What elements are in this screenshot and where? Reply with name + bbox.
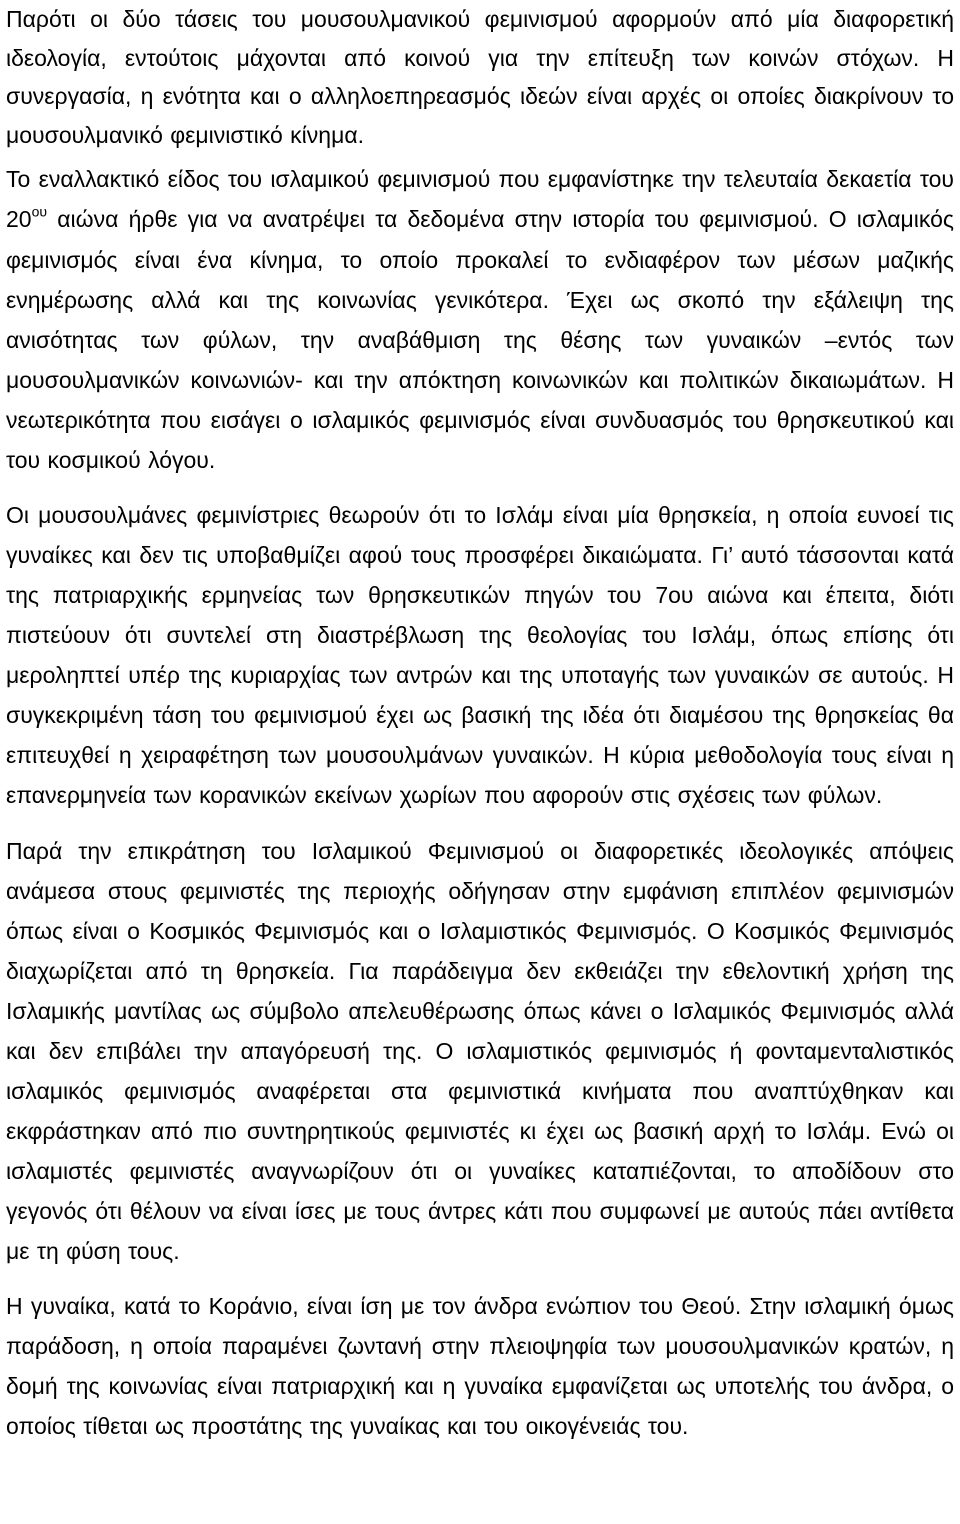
paragraph-3: Οι μουσουλμάνες φεμινίστριες θεωρούν ότι το Ισλάμ είναι μία θρησκεία, η οποία ευνοεί τις γυναίκες και δεν τις υποβαθμίζει αφού τους προσφέρει δικαιώματα. Γι’ αυτό τάσσονται κατά της πατριαρχικής ερμηνείας των θρησκευτικών πηγών του 7ου αιώνα και έπειτα, διότι πιστεύουν ότι συντελεί στη διαστρέβλωση της θεολογίας του Ισλάμ, όπως επίσης ότι μεροληπτεί υπέρ της κυριαρχίας των αντρών και της υποταγής των γυναικών σε αυτούς. Η συγκεκριμένη τάση του φεμινισμού έχει ως βασική της ιδέα ότι διαμέσου της θρησκείας θα επιτευχθεί η χειραφέτηση των μουσουλμάνων γυναικών. Η κύρια μεθοδολογία τους είναι η επανερμηνεία των κορανικών εκείνων χωρίων που αφορούν στις σχέσεις των φύλων. (6, 502, 954, 809)
paragraph-2-text-end: αιώνα ήρθε για να ανατρέψει τα δεδομένα στην ιστορία του φεμινισμού. Ο ισλαμικός φεμινισμός είναι ένα κίνημα, το οποίο προκαλεί το ενδιαφέρον των μέσων μαζικής ενημέρωσης αλλά και της κοινωνίας γενικότερα. Έχει ως σκοπό την εξάλειψη της ανισότητας των φύλων, την αναβάθμιση της θέσης των γυναικών –εντός των μουσουλμανικών κοινωνιών- και την απόκτηση κοινωνικών και πολιτικών δικαιωμάτων. Η νεωτερικότητα που εισάγει ο ισλαμικός φεμινισμός είναι συνδυασμός του θρησκευτικού και του κοσμικού λόγου. (6, 206, 954, 474)
paragraph-2 (6, 159, 954, 480)
ordinal-superscript: ου (31, 203, 48, 220)
paragraph-4: Παρά την επικράτηση του Ισλαμικού Φεμινισμού οι διαφορετικές ιδεολογικές απόψεις ανάμεσα στους φεμινιστές της περιοχής οδήγησαν στην εμφάνιση επιπλέον φεμινισμών όπως είναι ο Κοσμικός Φεμινισμός και ο Ισλαμιστικός Φεμινισμός. Ο Κοσμικός Φεμινισμός διαχωρίζεται από τη θρησκεία. Για παράδειγμα δεν εκθειάζει την εθελοντική χρήση της Ισλαμικής μαντίλας ως σύμβολο απελευθέρωσης όπως κάνει ο Ισλαμικός Φεμινισμός αλλά και δεν επιβάλει την απαγόρευσή της. Ο ισλαμιστικός φεμινισμός ή φονταμενταλιστικός ισλαμικός φεμινισμός αναφέρεται στα φεμινιστικά κινήματα που αναπτύχθηκαν και εκφράστηκαν από πιο συντηρητικούς φεμινιστές κι έχει ως βασική αρχή το Ισλάμ. Ενώ οι ισλαμιστές φεμινιστές αναγνωρίζουν ότι οι γυναίκες καταπιέζονται, το αποδίδουν στο γεγονός ότι θέλουν να είναι ίσες με τους άντρες κάτι που συμφωνεί με αυτούς πάει αντίθετα με τη φύση τους. (6, 838, 954, 1265)
paragraph-2-text-start: Το εναλλακτικό είδος του ισλαμικού φεμινισμού που εμφανίστηκε την τελευταία δεκαετία του 20 (6, 166, 954, 233)
paragraph-5: Η γυναίκα, κατά το Κοράνιο, είναι ίση με τον άνδρα ενώπιον του Θεού. Στην ισλαμική όμως παράδοση, η οποία παραμένει ζωντανή στην πλειοψηφία των μουσουλμανικών κρατών, η δομή της κοινωνίας είναι πατριαρχική και η γυναίκα εμφανίζεται ως υποτελής του άνδρα, ο οποίος τίθεται ως προστάτης της γυναίκας και του οικογένειάς του. (6, 1293, 954, 1440)
document-page (6, 0, 954, 1446)
paragraph-1: Παρότι οι δύο τάσεις του μουσουλμανικού φεμινισμού αφορμούν από μία διαφορετική ιδεολογία, εντούτοις μάχονται από κοινού για την επίτευξη των κοινών στόχων. Η συνεργασία, η ενότητα και ο αλληλοεπηρεασμός ιδεών είναι αρχές οι οποίες διακρίνουν το μουσουλμανικό φεμινιστικό κίνημα. (6, 6, 954, 148)
